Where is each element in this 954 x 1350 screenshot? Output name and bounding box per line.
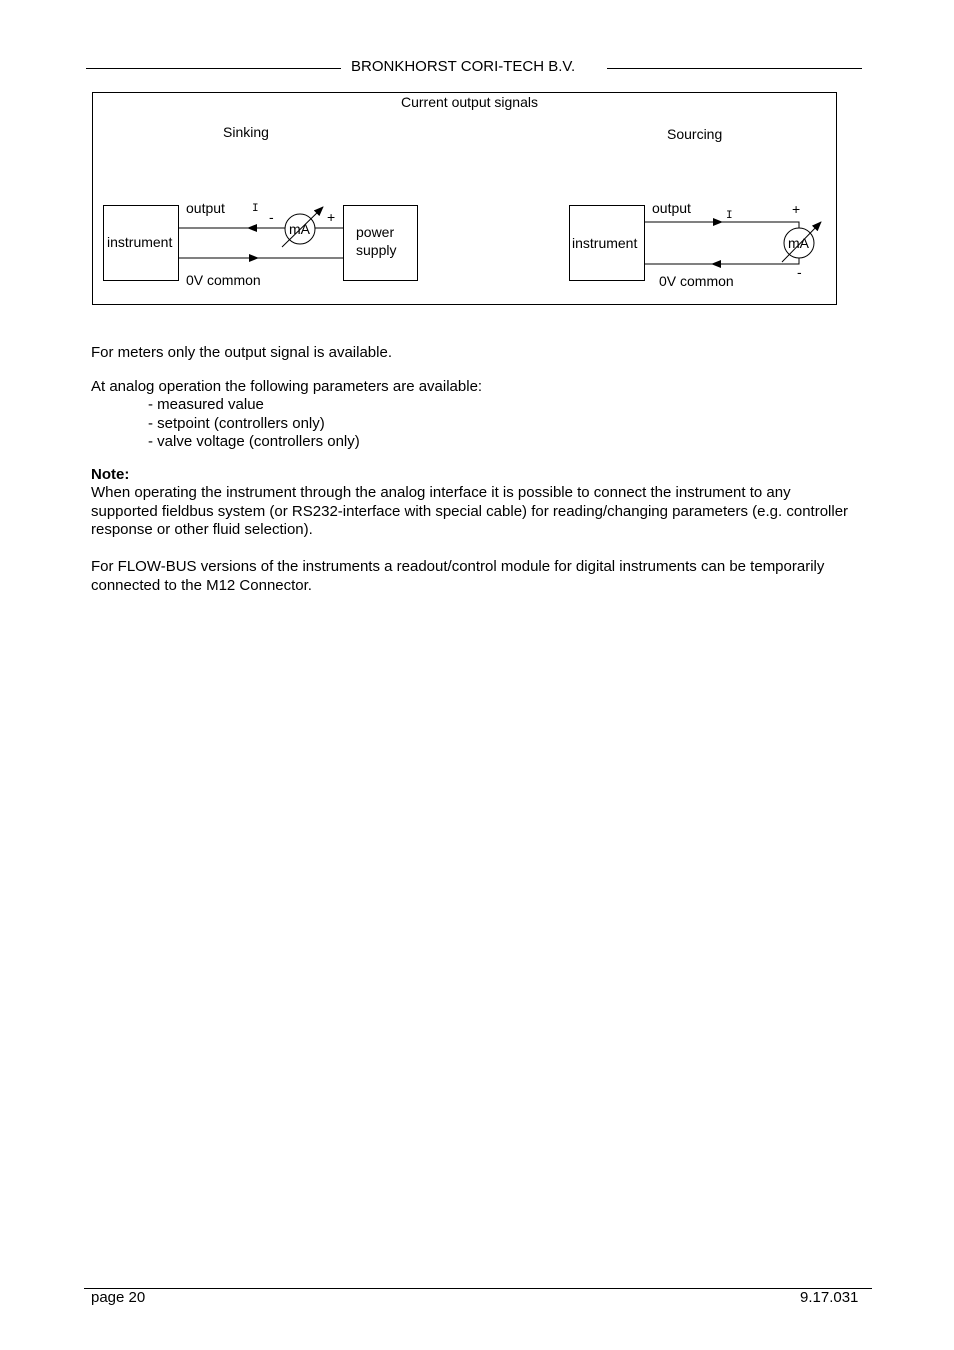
sinking-instrument-label: instrument [107,234,173,250]
sinking-label: Sinking [223,124,269,140]
list-item: - valve voltage (controllers only) [148,433,360,450]
sourcing-meter-label: mA [788,235,809,251]
list-item: - measured value [148,396,264,413]
sourcing-current-symbol: I [726,210,733,222]
sinking-minus-sign: - [269,209,274,225]
diagram-title: Current output signals [401,94,538,110]
header-rule-left [86,68,341,69]
sourcing-common-wire [644,258,799,264]
list-item: - setpoint (controllers only) [148,414,325,432]
sinking-meter-label: mA [289,221,310,237]
sourcing-output-label: output [652,200,691,216]
sinking-common-label: 0V common [186,272,261,288]
note-heading: Note: [91,466,130,483]
sourcing-minus-sign: - [797,264,802,280]
sinking-output-label: output [186,200,225,216]
footer-rule [84,1288,872,1289]
sourcing-label: Sourcing [667,126,723,142]
sourcing-output-wire [644,222,799,229]
flowbus-paragraph: For FLOW-BUS versions of the instruments a readout/control module for digital instruments can be temporarily connected to the M12 Connector. [91,558,825,594]
sinking-plus-sign: + [327,209,336,225]
sourcing-instrument-label: instrument [572,235,638,251]
document-number: 9.17.031 [800,1289,859,1306]
sinking-current-symbol: I [252,203,259,215]
meters-paragraph: For meters only the output signal is available. [91,344,392,361]
parameter-list [148,396,360,452]
sourcing-plus-sign: + [792,201,801,217]
header-company: BRONKHORST CORI-TECH B.V. [351,58,576,75]
header-rule-right [607,68,862,69]
power-supply-label-2: supply [356,242,397,258]
analog-parameters-intro: At analog operation the following parameters are available: [91,378,483,395]
power-supply-label-1: power [356,224,395,240]
note-paragraph: When operating the instrument through the analog interface it is possible to connect the instrument to any supported fieldbus system (or RS232-interface with special cable) for reading/changing parameters (e.g. controller response or other fluid selection). [91,484,849,538]
page-number: page 20 [91,1289,146,1306]
sourcing-common-label: 0V common [659,273,734,289]
current-output-diagram [92,92,837,305]
